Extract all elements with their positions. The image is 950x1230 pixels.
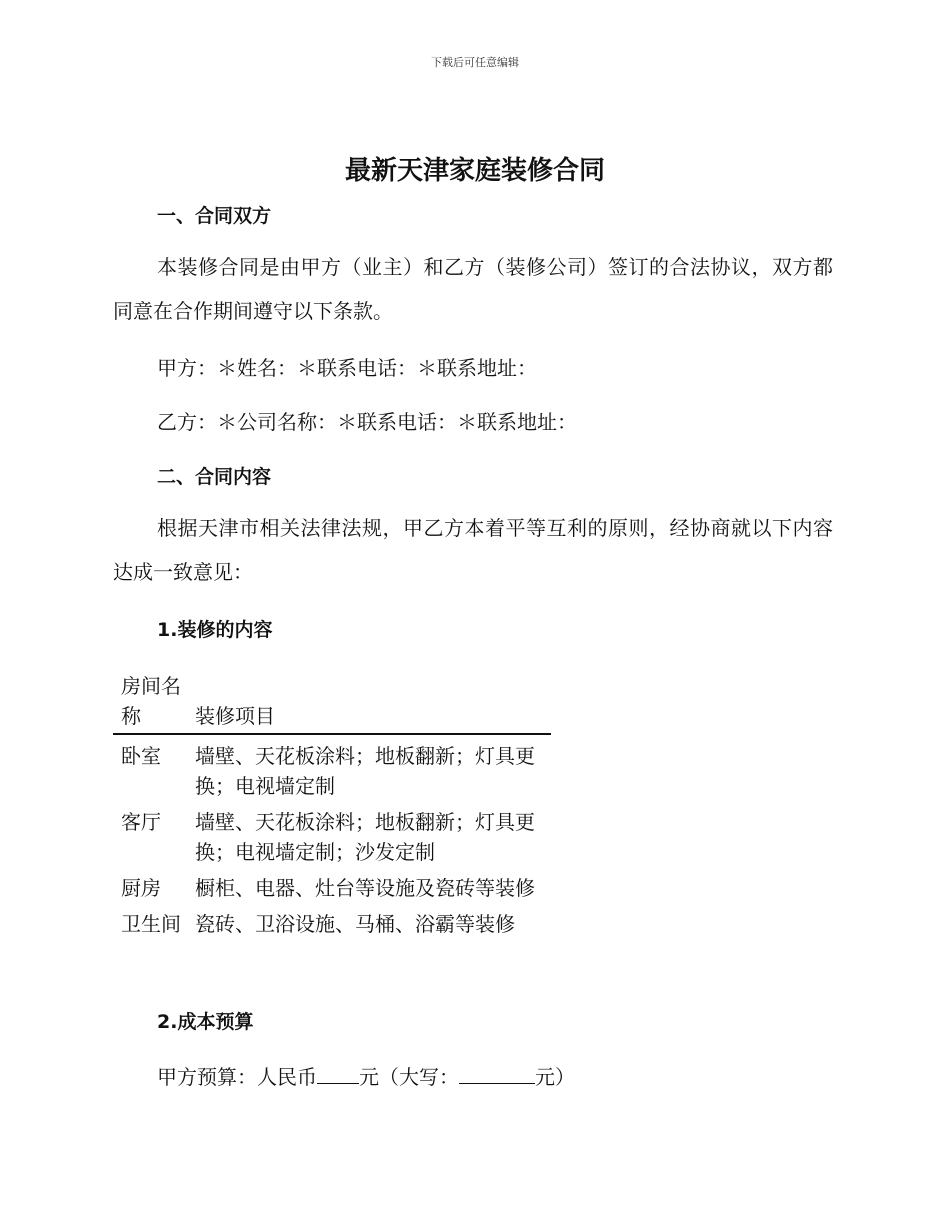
room-items: 橱柜、电器、灶台等设施及瓷砖等装修 — [195, 876, 535, 900]
table-row — [113, 734, 551, 801]
column-header-room: 房间名称 — [121, 674, 181, 728]
budget-prefix: 甲方预算：人民币 — [157, 1065, 317, 1089]
party-b-line: 乙方：＊公司名称：＊联系电话：＊联系地址： — [157, 410, 577, 434]
section-heading-content: 二、合同内容 — [157, 466, 272, 488]
table-row — [113, 903, 551, 939]
room-items: 瓷砖、卫浴设施、马桶、浴霸等装修 — [195, 912, 515, 936]
room-name: 厨房 — [121, 876, 161, 900]
room-name: 客厅 — [121, 810, 161, 834]
content-intro-paragraph: 根据天津市相关法律法规，甲乙方本着平等互利的原则，经协商就以下内容达成一致意见： — [113, 516, 833, 584]
budget-mid: 元（大写： — [359, 1065, 459, 1089]
amount-blank[interactable] — [317, 1067, 359, 1084]
amount-words-blank[interactable] — [459, 1067, 535, 1084]
room-items: 墙壁、天花板涂料；地板翻新；灯具更换；电视墙定制 — [195, 744, 535, 798]
column-header-items: 装修项目 — [195, 704, 275, 728]
document-title: 最新天津家庭装修合同 — [344, 156, 605, 186]
table-header-row — [113, 671, 551, 734]
budget-line — [157, 1061, 575, 1090]
subheading-decoration: 1.装修的内容 — [157, 619, 273, 641]
decoration-table — [113, 671, 551, 939]
party-a-line: 甲方：＊姓名：＊联系电话：＊联系地址： — [157, 356, 537, 380]
room-name: 卫生间 — [121, 912, 181, 936]
parties-intro-paragraph: 本装修合同是由甲方（业主）和乙方（装修公司）签订的合法协议，双方都同意在合作期间遵守以下条款。 — [113, 255, 833, 323]
room-items: 墙壁、天花板涂料；地板翻新；灯具更换；电视墙定制；沙发定制 — [195, 810, 535, 864]
table-row — [113, 867, 551, 903]
budget-suffix: 元） — [535, 1065, 575, 1089]
section-heading-parties: 一、合同双方 — [157, 205, 272, 227]
subheading-budget: 2.成本预算 — [157, 1011, 254, 1033]
header-note: 下载后可任意编辑 — [431, 56, 519, 69]
room-name: 卧室 — [121, 744, 161, 768]
table-row — [113, 801, 551, 867]
